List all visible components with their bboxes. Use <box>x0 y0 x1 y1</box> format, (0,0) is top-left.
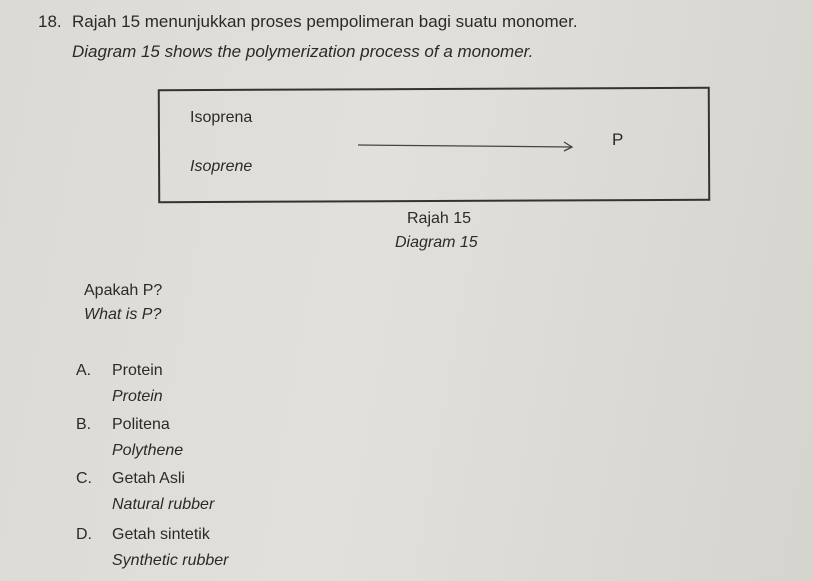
option-text-malay: Politena <box>112 416 170 433</box>
diagram-caption-english: Diagram 15 <box>395 234 478 251</box>
prompt-malay: Apakah P? <box>84 282 163 299</box>
option-letter: C. <box>76 470 92 487</box>
option-text-malay: Protein <box>112 362 163 379</box>
option-letter: A. <box>76 362 92 379</box>
monomer-label-malay: Isoprena <box>190 109 253 126</box>
option-text-english: Synthetic rubber <box>112 552 229 569</box>
question-text-malay: Rajah 15 menunjukkan proses pempolimeran bagi suatu monomer. <box>72 12 578 31</box>
option-text-malay: Getah sintetik <box>112 526 210 543</box>
option-letter: B. <box>76 416 92 433</box>
prompt-english: What is P? <box>84 306 162 323</box>
option-text-english: Protein <box>112 388 163 405</box>
diagram-caption-malay: Rajah 15 <box>407 210 472 227</box>
option-text-english: Natural rubber <box>112 496 215 513</box>
option-text-malay: Getah Asli <box>112 470 185 487</box>
monomer-label-english: Isoprene <box>190 158 253 175</box>
question-text-english: Diagram 15 shows the polymerization process of a monomer. <box>72 42 534 61</box>
question-number: 18. <box>38 12 62 31</box>
product-label: P <box>612 130 624 149</box>
reaction-arrow-icon <box>358 139 578 153</box>
option-text-english: Polythene <box>112 442 184 459</box>
option-letter: D. <box>76 526 92 543</box>
